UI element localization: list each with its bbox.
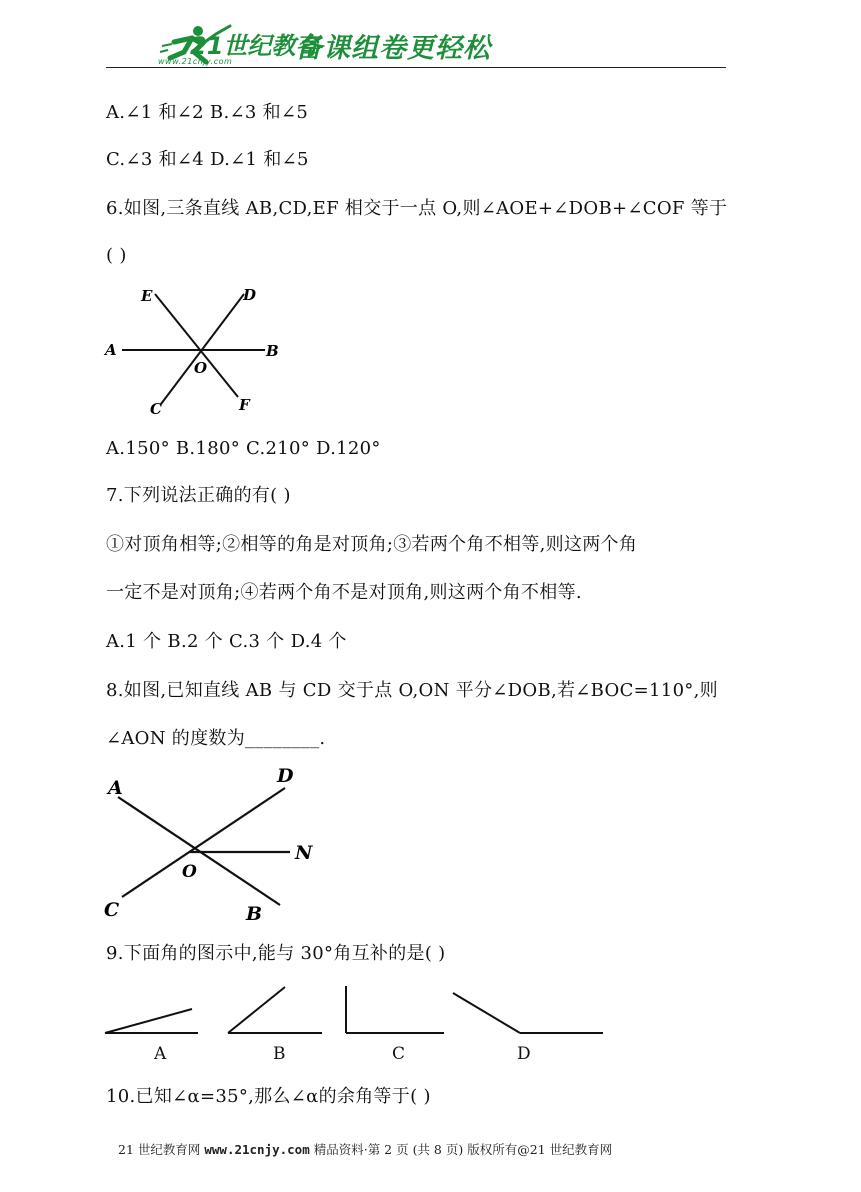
header-divider <box>106 67 726 68</box>
label-b: B <box>246 903 263 925</box>
q5-options-cd: C.∠3 和∠4 D.∠1 和∠5 <box>106 149 309 170</box>
q8-figure <box>100 760 340 925</box>
label-o: O <box>182 862 197 882</box>
footer-left: 21 世纪教育网 <box>118 1142 201 1157</box>
q9-stem: 9.下面角的图示中,能与 30°角互补的是( ) <box>106 943 446 964</box>
q7-statements-line1: ①对顶角相等;②相等的角是对顶角;③若两个角不相等,则这两个角 <box>106 534 638 555</box>
q5-options-ab: A.∠1 和∠2 B.∠3 和∠5 <box>106 102 309 123</box>
header-slogan: 备课组卷更轻松 <box>295 33 491 64</box>
label-c: C <box>104 899 120 921</box>
label-a: A <box>108 777 123 799</box>
line-ef <box>155 294 238 397</box>
line-cd <box>122 788 285 897</box>
brand-site: www.21cnjy.com <box>158 57 233 66</box>
q9-angle-figures <box>100 980 620 1040</box>
q6-figure <box>100 280 300 420</box>
label-e: E <box>141 287 153 305</box>
label-f: F <box>239 396 250 414</box>
label-d: D <box>277 765 294 787</box>
label-b: B <box>266 342 279 360</box>
label-d: D <box>243 286 257 304</box>
q9-label-c: C <box>392 1044 406 1064</box>
q9-label-a: A <box>154 1044 167 1064</box>
label-a: A <box>105 341 117 359</box>
q9-label-d: D <box>517 1044 531 1064</box>
footer-url[interactable]: www.21cnjy.com <box>204 1142 310 1157</box>
q6-answer-paren: ( ) <box>106 245 127 266</box>
q7-stem: 7.下列说法正确的有( ) <box>106 485 291 506</box>
q6-options: A.150° B.180° C.210° D.120° <box>106 438 381 459</box>
page-footer <box>118 1140 612 1158</box>
q8-stem-blank: ∠AON 的度数为________. <box>106 728 326 749</box>
q9-label-b: B <box>273 1044 286 1064</box>
footer-right: 精品资料·第 2 页 (共 8 页) 版权所有@21 世纪教育网 <box>313 1142 613 1157</box>
q7-options: A.1 个 B.2 个 C.3 个 D.4 个 <box>106 631 347 652</box>
q7-statements-line2: 一定不是对顶角;④若两个角不是对顶角,则这两个角不相等. <box>106 582 582 603</box>
q6-stem: 6.如图,三条直线 AB,CD,EF 相交于一点 O,则∠AOE+∠DOB+∠COF 等于 <box>106 198 728 219</box>
q8-stem: 8.如图,已知直线 AB 与 CD 交于点 O,ON 平分∠DOB,若∠BOC=110°,则 <box>106 680 718 701</box>
label-o: O <box>194 359 208 377</box>
label-n: N <box>295 842 313 864</box>
q10-stem: 10.已知∠α=35°,那么∠α的余角等于( ) <box>106 1086 431 1107</box>
brand-name: 21世纪教育 <box>190 32 320 60</box>
label-c: C <box>150 400 162 418</box>
